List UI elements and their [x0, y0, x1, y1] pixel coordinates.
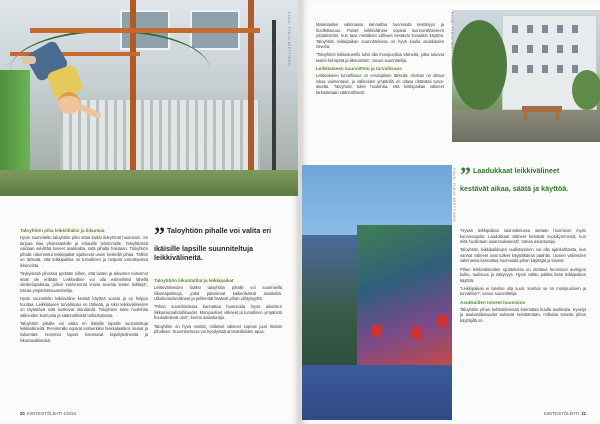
photo-credit: KUVA: PINJA MIETTINEN: [450, 12, 454, 67]
paragraph: Hyvin suunniteltu leikkiväline kestää käyttöä vuosia ja on helppo huoltaa. Leikkialueen turvallisuus on tärkeää, ja siksi leikkivälineiden on täytettävä niitä koskevat standardit. Taloyhtiön tulee huolehtia välineiden kunnosta ja säännöllisistä tarkastuksista.: [20, 295, 148, 318]
section-heading: Leikkialueen suunnittelu ja turvallisuus: [316, 66, 402, 72]
pull-quote: ” Laadukkaat leikkivälineet kestävät aikaa, säätä ja käyttöä.: [460, 162, 569, 193]
folio-left: 20 KIINTEISTÖLEHTI 4/2024: [20, 411, 77, 416]
photo-credit: KUVA: PINJA MIETTINEN: [287, 12, 291, 67]
pull-quote: ” Taloyhtiön pihalle voi valita eri ikäisille lapsille suunniteltuja leikkivälineitä.: [154, 222, 272, 262]
paragraph: Taloyhtiön on hyvä miettiä, millaiset välineet sopivat juuri heidän pihalleen. Suunnittelussa voi hyödyntää ammattilaisten apua.: [154, 323, 282, 335]
paragraph: Taloyhtiön leikkipaikkojen uudistaminen voi olla ajankohtaista, kun vanhat välineet ovat tulleet käyttöikänsä päähän. Uusien välineiden valinnassa kannattaa huomioida pihan käyttäjät ja toiveet.: [460, 247, 586, 264]
photo-credit: KUVA: PINJA MIETTINEN: [452, 168, 456, 223]
section-heading: Asukkaiden toiveet huomioon: [460, 299, 526, 305]
folio-right: KIINTEISTÖLEHTI 21: [543, 411, 586, 416]
quote-mark-icon: ”: [154, 222, 165, 247]
paragraph: Materiaalien valinnassa kannattaa huomioida kestävyys ja huollettavuus. Puiset leikkivälineet sopivat luonnonläheiseen ympäristöön, kun taas metalliset välineet kestävät kovaakin käyttöä. Taloyhtiön leikkipaikan suunnittelussa on hyvä kuulla asukkaiden toiveita.: [316, 22, 444, 50]
quote-mark-icon: ”: [460, 162, 471, 187]
right-text-column-1: [316, 22, 444, 98]
paragraph: Pihan leikkivälineiden sijoittelussa on otettava huomioon auringon kulku, tuulisuus ja näkyvyys. Hyvin valittu paikka lisää leikkipaikan käyttöä.: [460, 266, 586, 283]
section-heading: Taloyhtiön piha leikkitilaksi ja liikuntaa: [20, 228, 105, 233]
paragraph: Hyvin suunniteltu taloyhtiön piha ottaa kaikki ikäryhmät huomioon. Se tarjoaa tilaa yhdessäololle ja erilaisille toiminnoille. Taloyhtiössä voidaan selvittää toiveet asukkailta, mitä pihalta halutaan. Taloyhtiön pihalle rakennetut leikkipaikat sijaitsevat usein keskellä pihaa. Tällöin on tärkeää, että leikkipaikka on turvallinen ja helposti valvottavissa ikkunoista.: [20, 235, 148, 268]
paragraph: ”Hyvän leikkipaikan suunnittelussa otetaan huomioon myös kunnossapito. Laadukkaat välineet kestävät vuosikymmeniä, kun niitä huolletaan asianmukaisesti”, toteaa asiantuntija.: [460, 228, 586, 245]
courtyard-photo: [452, 10, 600, 142]
section-heading: Taloyhtiön liikuntatilat ja leikkipaikat: [154, 278, 234, 283]
paragraph: ”Taloyhtiön leikkialueella tulisi olla monipuolisia välineitä, jotka tukevat lasten kehitystä ja liikkumista”, sanoo suunnittelija.: [316, 52, 444, 64]
paragraph: ”Pihan suunnittelussa kannattaa huomioida myös aikuisten liikkumismahdollisuudet. Monipuoliset välineet ja turvallinen ympäristö houkuttelevat ulos”, kertoo asiantuntija.: [154, 304, 282, 321]
playground-photo: [0, 0, 298, 196]
left-text-column-2: [154, 278, 282, 337]
right-text-column-2: [460, 228, 586, 326]
mural-playground-photo: [302, 165, 452, 420]
paragraph: Leikkivälineiden lisäksi taloyhtiön pihalle voi suunnitella liikuntapaikkoja, jotka palvelevat kaikenikäisiä asukkaita. Ulkokuntoiluvälineet ja pelikentät lisäävät pihan viihtyisyyttä.: [154, 285, 282, 302]
paragraph: Taloyhtiön pihan kehittämisessä kannattaa kuulla asukkaita. Kyselyt ja asukastilaisuudet auttavat selvittämään, millaisia toiveita pihan käyttäjillä on.: [460, 306, 586, 323]
paragraph: ”Nykyisissä pihoissa pyritään siihen, että lasten ja aikuisten toiminnot eivät ole erillään. Leikkiväline voi olla esimerkiksi lähellä oleskelupaikkaa, jolloin vanhemmat voivat seurata lasten leikkejä”, toteaa ympäristösuunnittelija.: [20, 271, 148, 293]
left-text-column-1: [20, 228, 148, 346]
paragraph: Taloyhtiön pihalle voi valita eri ikäisille lapsille suunniteltuja leikkivälineitä. Pienimmille sopivat esimerkiksi hiekkalaatikot, keinut ja liukumäet. Isommat lapset innostuvat kiipeilytelineistä ja liikuntavälineistä.: [20, 320, 148, 343]
left-page: [0, 0, 298, 424]
paragraph: Leikkialueen turvallisuus on ensisijaisen tärkeää. Alustan on oltava iskua vaimentava, ja välineiden ympärillä on oltava riittävästi turva-aluetta. Taloyhtiön tulee huolehtia, että leikkipaikan välineet tarkastetaan säännöllisesti.: [316, 73, 444, 95]
right-page: [302, 0, 600, 424]
paragraph: ”Leikkipaikan ei tarvitse olla suuri, kunhan se on monipuolinen ja turvallinen”, sanoo suunnittelija.: [460, 285, 586, 297]
